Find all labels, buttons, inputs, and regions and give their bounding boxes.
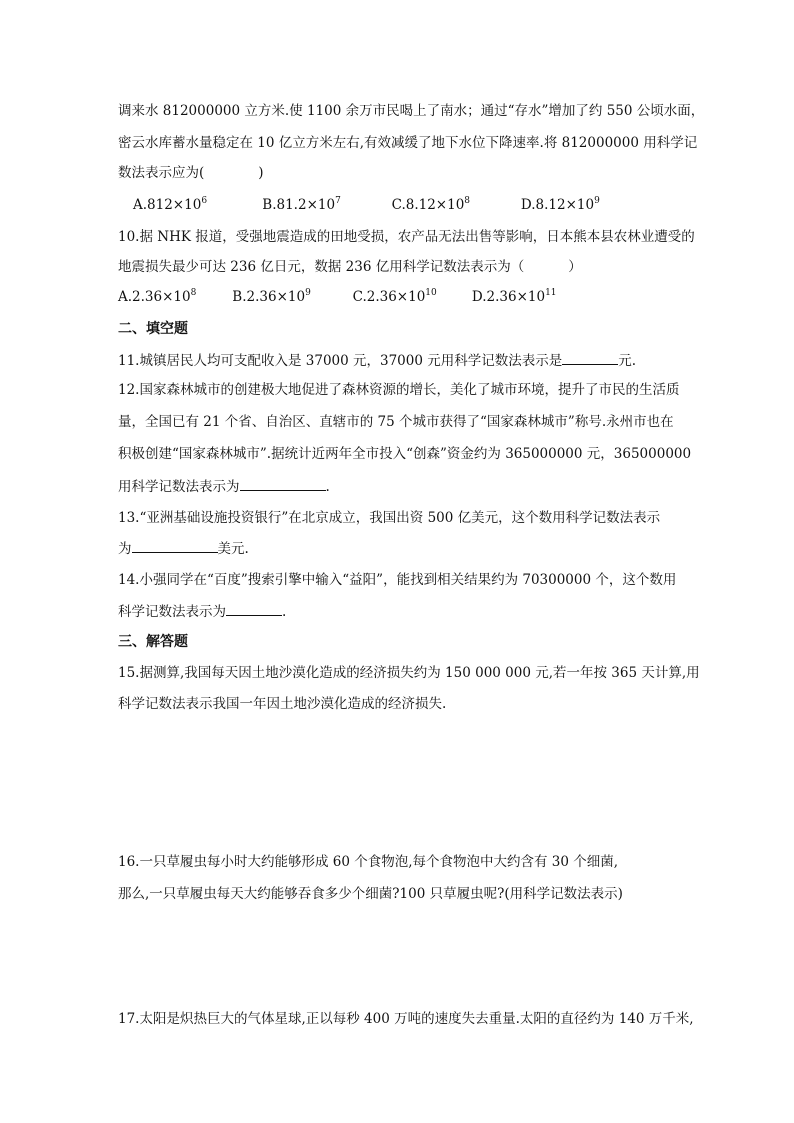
q14-line-2-tail: . (282, 604, 287, 620)
q13-line-2-text: 为 (118, 541, 132, 557)
section-heading-solve: 三、解答题 (118, 634, 188, 650)
q13-line-2-tail: 美元. (217, 541, 249, 557)
q11-text: 11.城镇居民人均可支配收入是 37000 元，37000 元用科学记数法表示是 (118, 353, 563, 369)
q16-line-2: 那么,一只草履虫每天大约能够吞食多少个细菌?100 只草履虫呢?(用科学记数法表示) (118, 886, 623, 902)
q11-answer-blank[interactable] (562, 350, 618, 365)
q11-line (118, 350, 636, 371)
q10-option-d[interactable]: $D.2.36\times 10^{11}$ (471, 287, 557, 305)
q10-option-b[interactable]: $B.2.36\times 10^9$ (232, 287, 311, 305)
q13-answer-blank[interactable] (132, 538, 218, 553)
q13-line-1: 13.“亚洲基础设施投资银行”在北京成立，我国出资 500 亿美元，这个数用科学记数法表示 (118, 510, 661, 526)
q14-line-2-text: 科学记数法表示为 (118, 604, 226, 620)
q14-line-1: 14.小强同学在“百度”搜索引擎中输入“益阳”，能找到相关结果约为 70300000 个，这个数用 (118, 572, 677, 588)
q12-line-4-text: 用科学记数法表示为 (118, 479, 240, 495)
q9-line-2: 密云水库蓄水量稳定在 10 亿立方米左右,有效减缓了地下水位下降速率.将 812000000 用科学记 (118, 135, 698, 151)
section-heading-fill-in: 二、填空题 (118, 321, 188, 337)
q10-line-2-text: 地震损失最少可达 236 亿日元，数据 236 亿用科学记数法表示为（ (118, 259, 525, 275)
q15-line-2: 科学记数法表示我国一年因土地沙漠化造成的经济损失. (118, 696, 447, 712)
q9-option-c[interactable]: $C.8.12\times 10^8$ (391, 195, 471, 213)
q17-line-1: 17.太阳是炽热巨大的气体星球,正以每秒 400 万吨的速度失去重量.太阳的直径约为 140 万千米, (118, 1011, 694, 1027)
q9-line-3-close: ) (258, 165, 264, 181)
q9-line-1: 调来水 812000000 立方米.使 1100 余万市民喝上了南水；通过“存水”增加了约 550 公顷水面， (118, 103, 705, 119)
q10-options (118, 287, 557, 307)
q9-line-3-text: 数法表示应为( (118, 165, 205, 181)
q10-line-1: 10.据 NHK 报道，受强地震造成的田地受损，农产品无法出售等影响，日本熊本县农林业遭受的 (118, 229, 695, 245)
q9-line-3 (118, 163, 264, 183)
q13-line-2 (118, 538, 249, 559)
q11-tail: 元. (618, 353, 637, 369)
q14-line-2 (118, 601, 286, 622)
q15-line-1: 15.据测算,我国每天因土地沙漠化造成的经济损失约为 150 000 000 元,若一年按 365 天计算,用 (118, 665, 700, 681)
q9-option-b[interactable]: $B.81.2\times 10^7$ (262, 195, 341, 213)
q9-option-a[interactable]: $A.812\times 10^6$ (133, 195, 208, 213)
q10-option-c[interactable]: $C.2.36\times 10^{10}$ (352, 287, 437, 305)
q12-line-3: 积极创建“国家森林城市”.据统计近两年全市投入“创森”资金约为 365000000 元，365000000 (118, 446, 692, 462)
q10-line-2-close: ） (568, 259, 582, 275)
q9-options (133, 195, 600, 215)
q9-option-d[interactable]: $D.8.12\times 10^9$ (520, 195, 600, 213)
q12-line-1: 12.国家森林城市的创建极大地促进了森林资源的增长，美化了城市环境，提升了市民的生活质 (118, 382, 680, 398)
q12-line-4-tail: . (325, 479, 330, 495)
q12-answer-blank[interactable] (240, 476, 326, 491)
q10-option-a[interactable]: $A.2.36\times 10^8$ (118, 287, 197, 305)
q10-line-2 (118, 257, 582, 277)
q12-line-2: 量，全国已有 21 个省、自治区、直辖市的 75 个城市获得了“国家森林城市”称号.永州市也在 (118, 414, 674, 430)
q12-line-4 (118, 476, 330, 497)
q16-line-1: 16.一只草履虫每小时大约能够形成 60 个食物泡,每个食物泡中大约含有 30 个细菌, (118, 854, 619, 870)
q14-answer-blank[interactable] (226, 601, 282, 616)
